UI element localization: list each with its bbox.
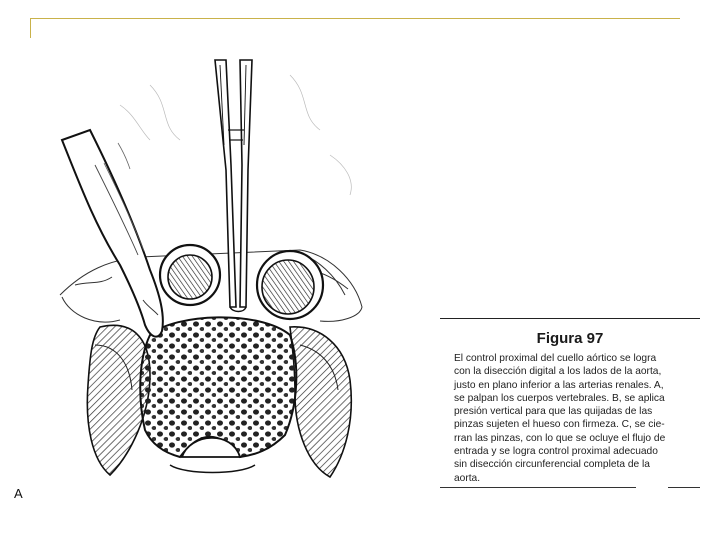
anatomical-illustration xyxy=(0,45,440,515)
caption-text xyxy=(454,352,702,485)
panel-label: A xyxy=(14,486,23,501)
caption-line: pinzas sujeten el hueso con firmeza. C, se cie- xyxy=(454,419,665,431)
title-placeholder-rule xyxy=(30,18,680,38)
caption-line: aorta. xyxy=(454,472,481,484)
caption-line: El control proximal del cuello aórtico se logra xyxy=(454,353,657,364)
caption-top-rule xyxy=(440,318,700,319)
caption-line: sin disección circunferencial completa de la xyxy=(454,459,650,471)
finger xyxy=(62,130,163,337)
caption-bottom-rule xyxy=(440,487,636,488)
caption-line: presión vertical para que las quijadas de las xyxy=(454,406,653,418)
vertebral-body xyxy=(140,317,296,457)
figure-caption xyxy=(440,312,700,497)
vena-cava xyxy=(257,251,323,319)
background-texture xyxy=(120,75,351,195)
right-psoas xyxy=(290,327,351,477)
caption-line: justo en plano inferior a las arterias renales. A, xyxy=(454,379,664,391)
caption-line: con la disección digital a los lados de la aorta, xyxy=(454,366,662,378)
caption-line: se palpan los cuerpos vertebrales. B, se aplica xyxy=(454,392,665,404)
aorta xyxy=(160,245,220,305)
caption-title: Figura 97 xyxy=(536,330,604,347)
caption-bottom-rule-short xyxy=(668,487,700,488)
caption-line: rran las pinzas, con lo que se ocluye el flujo de xyxy=(454,432,666,444)
caption-line: entrada y se logra control proximal adecuado xyxy=(454,446,658,458)
